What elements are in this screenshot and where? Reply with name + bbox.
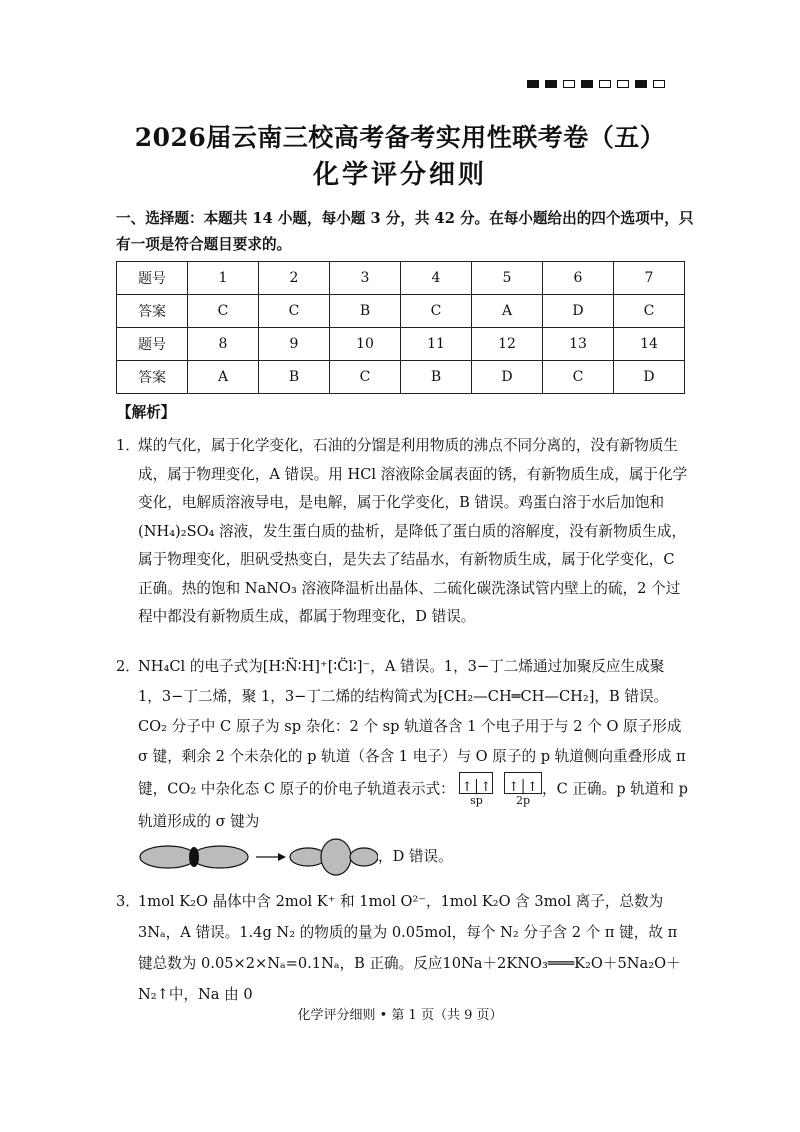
table-cell: D xyxy=(543,295,614,328)
answer-table xyxy=(116,261,685,394)
table-cell: B xyxy=(330,295,401,328)
table-cell: 9 xyxy=(259,328,330,361)
mark xyxy=(545,80,557,88)
question-number: 1． xyxy=(116,437,140,454)
orbital-diagram xyxy=(459,772,542,807)
row-label: 题号 xyxy=(117,262,188,295)
question-3-analysis xyxy=(116,886,690,1010)
question-text: ，C 正确。p 轨道和 p 轨道形成的 σ 键为 xyxy=(138,780,688,830)
table-row xyxy=(117,328,685,361)
table-cell: C xyxy=(259,295,330,328)
polymer-formula: ⁅CH₂—CH═CH—CH₂⁆ xyxy=(437,688,595,705)
table-cell: 10 xyxy=(330,328,401,361)
mark xyxy=(617,80,629,88)
question-text: 煤的气化，属于化学变化，石油的分馏是利用物质的沸点不同分离的，没有新物质生成，属于物理变化，A 错误。用 HCl 溶液除金属表面的锈，有新物质生成，属于化学变化，电解质溶液导电，是电解，属于化学变化，B 错误。鸡蛋白溶于水后加饱和(NH₄)₂SO₄ 溶液，发生蛋白质的盐析，是降低了蛋白质的溶解度，没有新物质生成，属于物理变化，胆矾受热变白，是失去了结晶水，有新物质生成，属于化学变化，C 正确。热的饱和 NaNO₃ 溶液降温析出晶体、二硫化碳洗涤试管内壁上的硫，2 个过程中都没有新物质生成，都属于物理变化，D 错误。 xyxy=(138,437,688,625)
table-cell: D xyxy=(472,361,543,394)
question-text: ，B 错误。CO₂ 分子中 C 原子为 sp 杂化：2 个 sp 轨道各含 1 个电子用于与 2 个 O 原子形成 σ 键，剩余 2 个未杂化的 p 轨道（各含 1 电子）与 O 原子的 p 轨道侧向重叠形成 π 键，CO₂ 中杂化态 C 原子的价电子轨道表示式： xyxy=(138,688,686,798)
table-cell: D xyxy=(614,361,685,394)
analysis-heading: 【解析】 xyxy=(117,404,176,421)
question-number: 2． xyxy=(116,658,140,675)
section-heading: 一、选择题：本题共 14 小题，每小题 3 分，共 42 分。在每小题给出的四个选项中，只有一项是符合题目要求的。 xyxy=(116,210,694,253)
table-cell: C xyxy=(330,361,401,394)
mark xyxy=(635,80,647,88)
p-label: 2p xyxy=(516,794,531,807)
table-row xyxy=(117,361,685,394)
table-cell: C xyxy=(614,295,685,328)
mark xyxy=(599,80,611,88)
mark xyxy=(563,80,575,88)
mark xyxy=(581,80,593,88)
orbital-box: ↑│↑ xyxy=(459,772,493,794)
table-cell: 5 xyxy=(472,262,543,295)
table-cell: 11 xyxy=(401,328,472,361)
question-text: 1mol K₂O 晶体中含 2mol K⁺ 和 1mol O²⁻，1mol K₂O 含 3mol 离子，总数为 3Nₐ，A 错误。1.4g N₂ 的物质的量为 0.05mol，每个 N₂ 分子含 2 个 π 键，故 π 键总数为 0.05×2×Nₐ=0.1Nₐ，B 正确。反应10Na＋2KNO₃═══K₂O＋5Na₂O＋N₂↑中，Na 由 0 xyxy=(138,893,681,1003)
header-marks xyxy=(527,80,665,88)
table-cell: 1 xyxy=(188,262,259,295)
table-row xyxy=(117,295,685,328)
mark xyxy=(653,80,665,88)
table-cell: B xyxy=(259,361,330,394)
question-text: NH₄Cl 的电子式为 xyxy=(138,658,263,675)
table-cell: A xyxy=(188,361,259,394)
table-cell: 2 xyxy=(259,262,330,295)
table-cell: 7 xyxy=(614,262,685,295)
question-text: ，A 错误。1，3−丁二烯通过加聚反应生成聚 1，3−丁二烯，聚 1，3−丁二烯的结构简式为 xyxy=(138,658,665,705)
question-2-analysis xyxy=(116,652,690,877)
sigma-bond-diagram xyxy=(138,837,378,877)
sp-label: sp xyxy=(470,794,483,807)
electron-formula: [H∶N̈∶H]⁺[∶C̈l∶]⁻ xyxy=(262,658,371,675)
table-cell: C xyxy=(188,295,259,328)
table-cell: C xyxy=(401,295,472,328)
table-cell: 8 xyxy=(188,328,259,361)
row-label: 答案 xyxy=(117,295,188,328)
page-title: 2026届云南三校高考备考实用性联考卷（五） xyxy=(134,123,666,152)
table-cell: C xyxy=(543,361,614,394)
question-text: ，D 错误。 xyxy=(378,848,453,865)
table-cell: 3 xyxy=(330,262,401,295)
row-label: 答案 xyxy=(117,361,188,394)
page-subtitle: 化学评分细则 xyxy=(312,160,487,190)
table-cell: 14 xyxy=(614,328,685,361)
table-cell: A xyxy=(472,295,543,328)
table-cell: 4 xyxy=(401,262,472,295)
page-footer: 化学评分细则 • 第 1 页（共 9 页） xyxy=(297,1008,503,1023)
question-number: 3． xyxy=(116,893,140,910)
question-1-analysis xyxy=(116,432,690,632)
row-label: 题号 xyxy=(117,328,188,361)
table-cell: 12 xyxy=(472,328,543,361)
table-row xyxy=(117,262,685,295)
table-cell: 13 xyxy=(543,328,614,361)
table-cell: 6 xyxy=(543,262,614,295)
mark xyxy=(527,80,539,88)
table-cell: B xyxy=(401,361,472,394)
orbital-box: ↑│↑ xyxy=(504,772,542,794)
